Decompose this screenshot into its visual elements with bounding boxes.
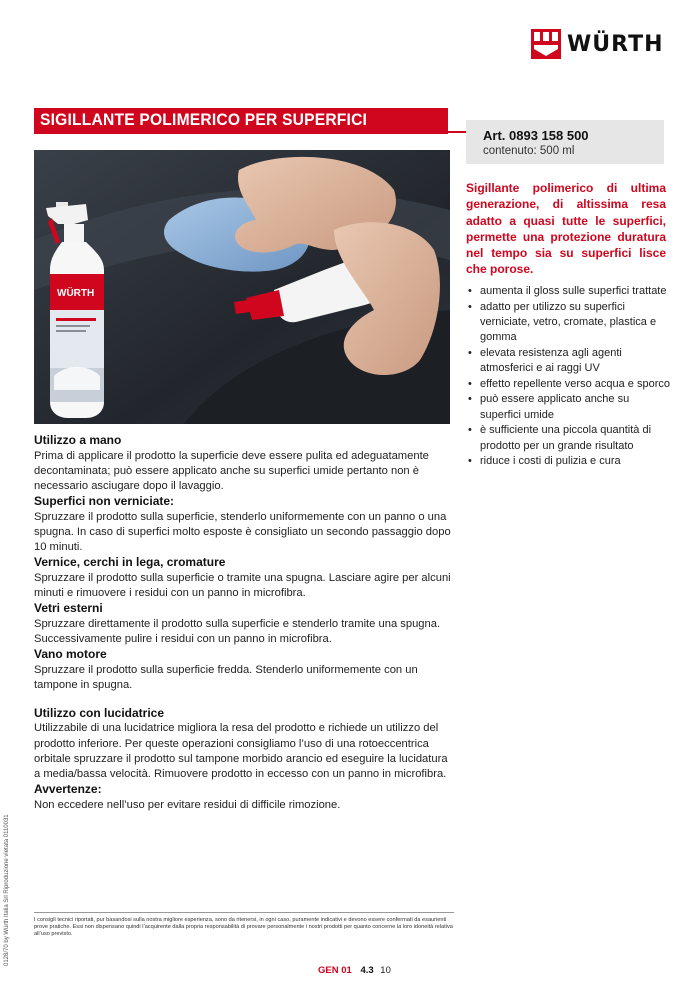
- page-number: 10: [380, 965, 391, 976]
- catalog-code: GEN 01: [318, 965, 352, 976]
- section-text: Spruzzare il prodotto sulla superficie o tramite una spugna. Lasciare agire per alcuni minuti e rimuovere i residui con un panno in microfibra.: [34, 571, 451, 599]
- section-text: Spruzzare il prodotto sulla superficie, stenderlo uniformemente con un panno o una spugna. In caso di superfici molto esposte è consigliato un secondo passaggio dopo 10 minuti.: [34, 510, 451, 554]
- article-number: Art. 0893 158 500: [483, 128, 589, 143]
- section-heading: Vetri esterni: [34, 601, 103, 616]
- wurth-logo: [531, 28, 664, 60]
- feature-item: • elevata resistenza agli agenti atmosferici e ai raggi UV: [466, 346, 670, 376]
- feature-list: [466, 284, 670, 470]
- feature-item: • riduce i costi di pulizia e cura: [466, 454, 670, 469]
- article-content: contenuto: 500 ml: [483, 145, 575, 157]
- feature-item: • effetto repellente verso acqua e sporco: [466, 377, 670, 392]
- section-spacer: [34, 693, 452, 706]
- product-photo-illustration: [34, 150, 450, 424]
- section-heading: Vano motore: [34, 647, 107, 662]
- section-text: Utilizzabile di una lucidatrice migliora la resa del prodotto e richiede un utilizzo del prodotto inferiore. Per queste operazioni consigliamo l’uso di una rotoeccentrica orbitale spruzzare il prodotto sul tampone morbido arancio ed eseguire la lucidatura a media/bassa velocità. Rimuovere prodotto in eccesso con un panno in microfibra.: [34, 722, 448, 781]
- wurth-logo-mark-icon: [531, 29, 561, 59]
- section-text: Non eccedere nell’uso per evitare residui di difficile rimozione.: [34, 798, 341, 811]
- section-text: Prima di applicare il prodotto la superficie deve essere pulita ed adeguatamente decontaminata; può essere applicato anche su superfici umide pertanto non è necessario asciugare dopo il lavaggio.: [34, 449, 429, 492]
- feature-item: • adatto per utilizzo su superfici verniciate, vetro, cromate, plastica e gomma: [466, 300, 670, 346]
- section-number: 4.3: [360, 965, 374, 976]
- usage-instructions: [34, 433, 452, 813]
- section-heading: Utilizzo con lucidatrice: [34, 705, 165, 720]
- section-heading: Utilizzo a mano: [34, 433, 122, 447]
- technical-disclaimer: I consigli tecnici riportati, pur basandosi sulla nostra migliore esperienza, sono da ritenersi, in ogni caso, puramente indicativi e devono essere confermati da esaurienti prove pratiche. Essi non dispensano quindi l’acquirente dalla propria responsabilità di provare personalmente i nostri prodotti per quanto concerne la loro idoneità relativa all’uso previsto.: [34, 912, 454, 938]
- page-footer: [318, 965, 391, 976]
- feature-item: • aumenta il gloss sulle superfici trattate: [466, 284, 670, 299]
- copyright-side-note: 0128/70 by Würth Italia Srl Riproduzione vietata 0110031: [4, 814, 10, 966]
- section-text: Spruzzare direttamente il prodotto sulla superficie e stenderlo tramite una spugna. Successivamente pulire i residui con un panno in microfibra.: [34, 617, 441, 645]
- bottle-label: WÜRTH: [57, 288, 95, 299]
- product-intro: Sigillante polimerico di ultima generazione, di altissima resa adatto a quasi tutte le superfici, permette una protezione duratura nel tempo sia su superfici lisce che porose.: [466, 181, 666, 277]
- section-heading: Avvertenze:: [34, 782, 102, 797]
- page-title: SIGILLANTE POLIMERICO PER SUPERFICI: [40, 110, 368, 129]
- feature-item: • può essere applicato anche su superfici umide: [466, 392, 670, 422]
- section-heading: Vernice, cerchi in lega, cromature: [34, 555, 226, 570]
- brand-name: WÜRTH: [567, 31, 664, 57]
- product-photo: [34, 150, 450, 424]
- section-text: Spruzzare il prodotto sulla superficie fredda. Stenderlo uniformemente con un tampone in spugna.: [34, 663, 418, 691]
- section-heading: Superfici non verniciate:: [34, 494, 175, 509]
- feature-item: • è sufficiente una piccola quantità di prodotto per un grande risultato: [466, 423, 670, 453]
